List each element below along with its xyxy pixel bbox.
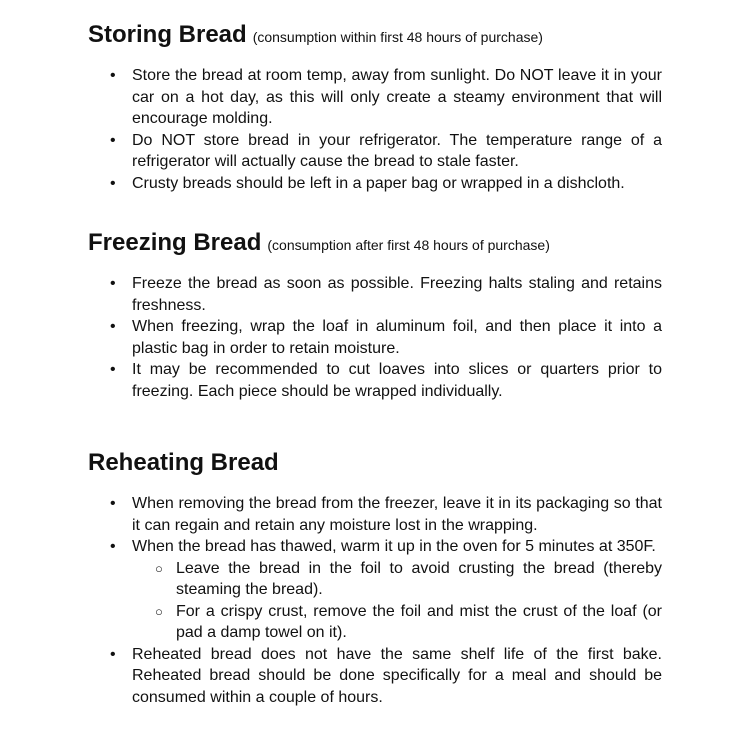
list-item-text: It may be recommended to cut loaves into slices or quarters prior to freezing. Each piece should be wrapped individually.: [132, 361, 662, 400]
list-item-text: Do NOT store bread in your refrigerator. The temperature range of a refrigerator will actually cause the bread to stale faster.: [132, 131, 662, 170]
bullet-list: [0, 65, 750, 194]
bullet-icon: •: [110, 495, 116, 512]
circle-bullet-icon: ○: [155, 560, 163, 576]
list-item-text: When the bread has thawed, warm it up in the oven for 5 minutes at 350F.: [132, 538, 656, 555]
sub-list-item-text: Leave the bread in the foil to avoid crusting the bread (thereby steaming the bread).: [176, 559, 662, 598]
list-item-text: Freeze the bread as soon as possible. Freezing halts staling and retains freshness.: [132, 275, 662, 314]
bullet-icon: •: [110, 131, 116, 149]
list-item: [0, 130, 662, 173]
list-item: [0, 536, 662, 644]
bullet-icon: •: [110, 67, 116, 84]
section-note: (consumption within first 48 hours of purchase): [252, 29, 543, 45]
bullet-icon: •: [110, 275, 116, 292]
list-item-text: Store the bread at room temp, away from sunlight. Do NOT leave it in your car on a hot day, as this will only create a steamy environment that will encourage molding.: [132, 67, 662, 127]
sub-list-item: [155, 601, 662, 644]
bullet-icon: •: [110, 361, 116, 378]
section-storing-bread: [0, 18, 750, 194]
section-heading: [88, 446, 750, 483]
bullet-icon: •: [110, 174, 116, 192]
section-title: Reheating Bread: [88, 449, 279, 476]
section-title: Storing Bread: [88, 21, 247, 48]
section-freezing-bread: [0, 226, 750, 402]
section-note: (consumption after first 48 hours of purchase): [267, 237, 550, 253]
sub-list-item-text: For a crispy crust, remove the foil and mist the crust of the loaf (or pad a damp towel on it).: [176, 602, 662, 641]
list-item: [0, 359, 662, 402]
bullet-list: [0, 493, 750, 708]
sub-bullet-list: [132, 558, 662, 644]
list-item: [0, 493, 662, 536]
list-item: [0, 644, 662, 709]
section-reheating-bread: [0, 446, 750, 708]
list-item-text: When freezing, wrap the loaf in aluminum foil, and then place it into a plastic bag in order to retain moisture.: [132, 318, 662, 357]
list-item-text: When removing the bread from the freezer, leave it in its packaging so that it can regain and retain any moisture lost in the wrapping.: [132, 495, 662, 534]
section-title: Freezing Bread: [88, 229, 262, 256]
section-heading: [88, 226, 750, 263]
bullet-list: [0, 273, 750, 402]
list-item-text: Crusty breads should be left in a paper bag or wrapped in a dishcloth.: [132, 174, 625, 192]
bullet-icon: •: [110, 538, 116, 555]
list-item: [0, 273, 662, 316]
section-heading: [88, 18, 750, 55]
list-item-text: Reheated bread does not have the same shelf life of the first bake. Reheated bread should be done specifically for a meal and should be consumed within a couple of hours.: [132, 645, 662, 706]
circle-bullet-icon: ○: [155, 603, 163, 619]
list-item: [0, 65, 662, 130]
list-item: [0, 173, 662, 195]
sub-list-item: [155, 558, 662, 601]
bullet-icon: •: [110, 318, 116, 335]
list-item: [0, 316, 662, 359]
bullet-icon: •: [110, 645, 116, 663]
